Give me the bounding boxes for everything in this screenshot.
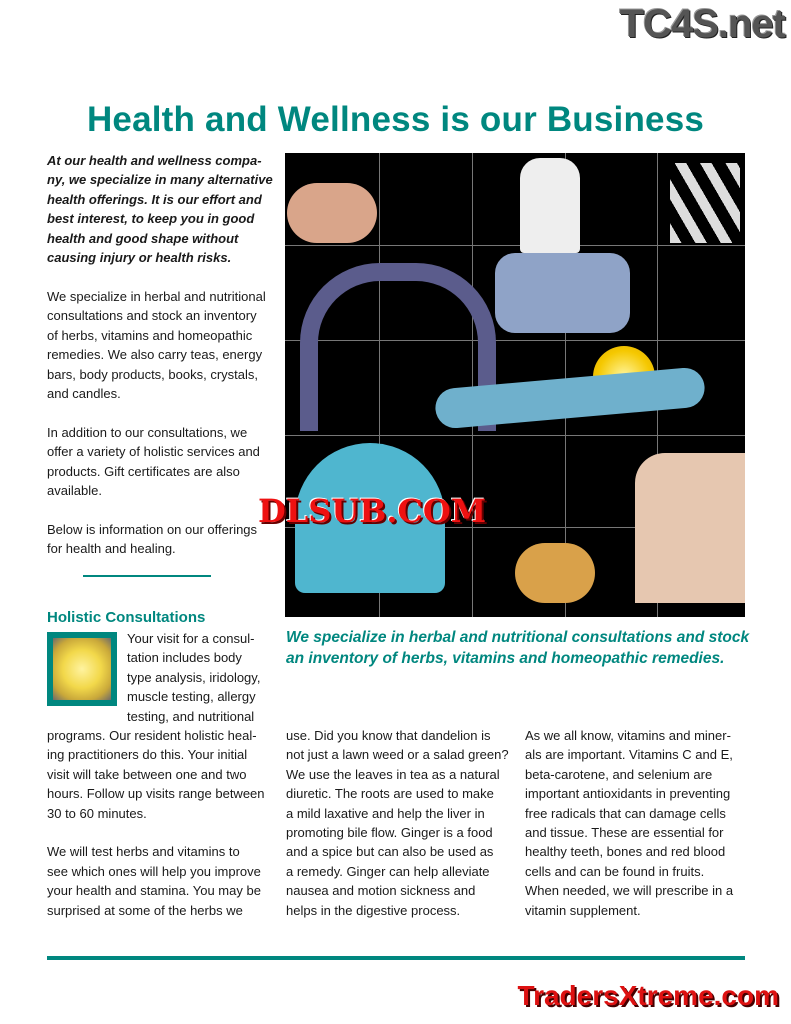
text-line: visit will take between one and two — [47, 766, 247, 782]
text-line: hours. Follow up visits range between — [47, 786, 265, 802]
watermark-logo-top: TC4S.net — [619, 2, 785, 46]
text-line: best interest, to keep you in good — [47, 211, 255, 227]
text-line: bars, body products, books, crystals, — [47, 366, 258, 382]
watermark-logo-bottom: TradersXtreme.com — [517, 980, 779, 1011]
text-line: important antioxidants in preventing — [525, 786, 731, 802]
column-1-text — [47, 726, 265, 920]
text-line: tation includes body — [127, 650, 242, 666]
text-line: health offerings. It is our effort and — [47, 191, 262, 207]
text-line: diuretic. The roots are used to make — [286, 786, 494, 802]
paragraph-products — [47, 287, 266, 403]
text-line: for health and healing. — [47, 541, 176, 557]
text-line: offer a variety of holistic services and — [47, 444, 260, 460]
text-line: Your visit for a consul- — [127, 631, 255, 646]
text-line: and a spice but can also be used as — [286, 844, 494, 860]
section-heading: Holistic Consultations — [47, 609, 206, 626]
text-line: In addition to our consultations, we — [47, 425, 248, 440]
text-line: ing practitioners do this. Your initial — [47, 747, 248, 763]
text-line: products. Gift certificates are also — [47, 463, 240, 479]
text-line: 30 to 60 minutes. — [47, 805, 147, 821]
text-line: cells and can be found in fruits. — [525, 863, 705, 879]
text-line: type analysis, iridology, — [127, 669, 261, 685]
footer-rule — [47, 956, 745, 960]
text-line: ny, we specialize in many alternative — [47, 172, 273, 188]
text-line: free radicals that can damage cells — [525, 805, 726, 821]
text-line: of herbs, vitamins and homeopathic — [47, 327, 253, 343]
paragraph-consultation-wrap — [127, 629, 260, 726]
text-line: When needed, we will prescribe in a — [525, 883, 734, 899]
text-line: muscle testing, allergy — [127, 689, 256, 705]
text-line: beta-carotene, and selenium are — [525, 766, 713, 782]
text-line: At our health and wellness compa- — [47, 153, 262, 168]
text-line: health and good shape without — [47, 230, 239, 246]
text-line: a remedy. Ginger can help alleviate — [286, 863, 490, 879]
text-line: We use the leaves in tea as a natural — [286, 766, 500, 782]
text-line: We specialize in herbal and nutritional — [47, 289, 266, 304]
dandelion-thumbnail — [47, 632, 117, 706]
text-line: helps in the digestive process. — [286, 902, 461, 918]
paragraph-services — [47, 423, 260, 501]
text-line: Below is information on our offerings — [47, 522, 258, 537]
text-line: We will test herbs and vitamins to — [47, 844, 240, 860]
text-line: nausea and motion sickness and — [286, 883, 476, 899]
text-line: and tissue. These are essential for — [525, 825, 724, 841]
text-line: a mild laxative and help the liver in — [286, 805, 485, 821]
text-line: We specialize in herbal and nutritional consultations and stock — [286, 629, 750, 646]
text-line: programs. Our resident holistic heal- — [47, 728, 257, 743]
text-line: and candles. — [47, 386, 121, 402]
intro-paragraph — [47, 151, 273, 267]
photo-caption — [286, 628, 749, 669]
text-line: available. — [47, 483, 102, 499]
text-line: remedies. We also carry teas, energy — [47, 347, 263, 363]
divider-short — [83, 575, 211, 577]
column-3-text — [525, 726, 733, 920]
text-line — [47, 823, 265, 842]
text-line: As we all know, vitamins and miner- — [525, 728, 731, 743]
text-line: not just a lawn weed or a salad green? — [286, 747, 509, 763]
watermark-logo-middle: DLSUB.COM — [258, 492, 487, 530]
text-line: an inventory of herbs, vitamins and homeopathic remedies. — [286, 649, 725, 667]
text-line: healthy teeth, bones and red blood — [525, 844, 726, 860]
page-title: Health and Wellness is our Business — [86, 100, 705, 139]
text-line: promoting bile flow. Ginger is a food — [286, 825, 493, 841]
text-line: testing, and nutritional — [127, 708, 255, 724]
wellness-photo-collage — [285, 153, 745, 617]
text-line: use. Did you know that dandelion is — [286, 728, 491, 743]
column-2-text — [286, 726, 509, 920]
paragraph-offerings — [47, 520, 257, 559]
text-line: vitamin supplement. — [525, 902, 641, 918]
text-line: als are important. Vitamins C and E, — [525, 747, 733, 763]
text-line: see which ones will help you improve — [47, 863, 261, 879]
text-line: causing injury or health risks. — [47, 250, 232, 266]
text-line: consultations and stock an inventory — [47, 308, 257, 324]
text-line: surprised at some of the herbs we — [47, 902, 243, 918]
text-line: your health and stamina. You may be — [47, 883, 261, 899]
